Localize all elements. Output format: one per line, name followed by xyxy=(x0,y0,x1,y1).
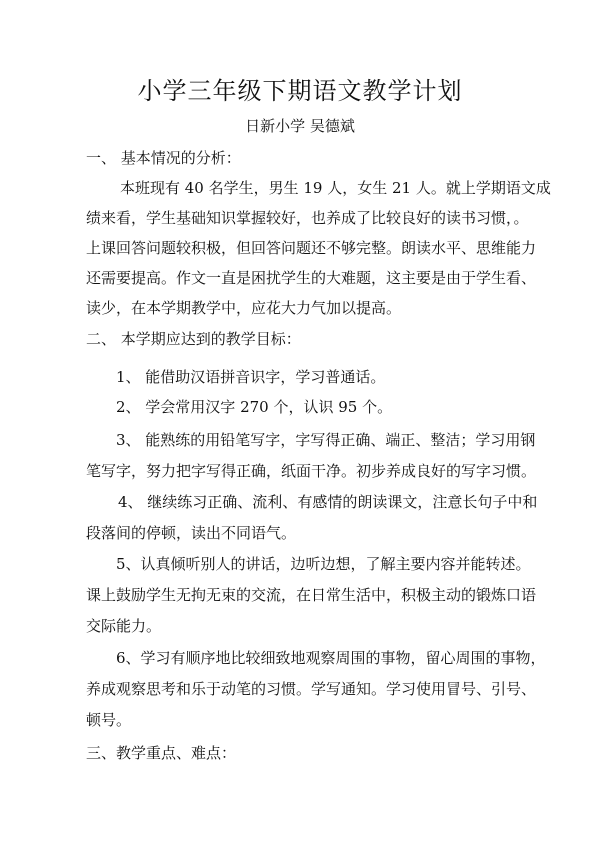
document-title: 小学三年级下期语文教学计划 xyxy=(137,77,463,105)
paragraph-line: 交际能力。 xyxy=(86,617,162,635)
paragraph-line: 本班现有 40 名学生，男生 19 人，女生 21 人。就上学期语文成 xyxy=(120,179,551,197)
document-author: 日新小学 吴德斌 xyxy=(245,117,355,135)
paragraph-line: 顿号。 xyxy=(86,711,132,729)
list-item: 4、 继续练习正确、流利、有感情的朗读课文，注意长句子中和 xyxy=(118,493,538,511)
paragraph-line: 养成观察思考和乐于动笔的习惯。学写通知。学习使用冒号、引号、 xyxy=(86,680,537,698)
paragraph-line: 读少，在本学期教学中，应花大力气加以提高。 xyxy=(86,299,402,317)
section-heading-3: 三、教学重点、难点： xyxy=(86,744,237,762)
paragraph-line: 上课回答问题较积极，但回答问题还不够完整。朗读水平、思维能力 xyxy=(86,239,537,257)
paragraph-line: 段落间的停顿，读出不同语气。 xyxy=(86,524,297,542)
list-item: 3、 能熟练的用铅笔写字，字写得正确、端正、整洁；学习用钢 xyxy=(116,431,536,449)
list-item: 5、认真倾听别人的讲话，边听边想，了解主要内容并能转述。 xyxy=(116,555,531,573)
paragraph-line: 笔写字，努力把字写得正确，纸面干净。初步养成良好的写字习惯。 xyxy=(86,462,537,480)
section-heading-1: 一、 基本情况的分析： xyxy=(86,149,241,167)
paragraph-line: 绩来看，学生基础知识掌握较好，也养成了比较良好的读书习惯，。 xyxy=(86,209,529,227)
paragraph-line: 还需要提高。作文一直是困扰学生的大难题，这主要是由于学生看、 xyxy=(86,269,537,287)
list-item: 2、 学会常用汉字 270 个，认识 95 个。 xyxy=(116,398,393,416)
list-item: 1、 能借助汉语拼音识字，学习普通话。 xyxy=(116,368,386,386)
list-item: 6、学习有顺序地比较细致地观察周围的事物，留心周围的事物， xyxy=(116,649,546,667)
section-heading-2: 二、 本学期应达到的教学目标： xyxy=(86,330,301,348)
paragraph-line: 课上鼓励学生无拘无束的交流，在日常生活中，积极主动的锻炼口语 xyxy=(86,586,537,604)
